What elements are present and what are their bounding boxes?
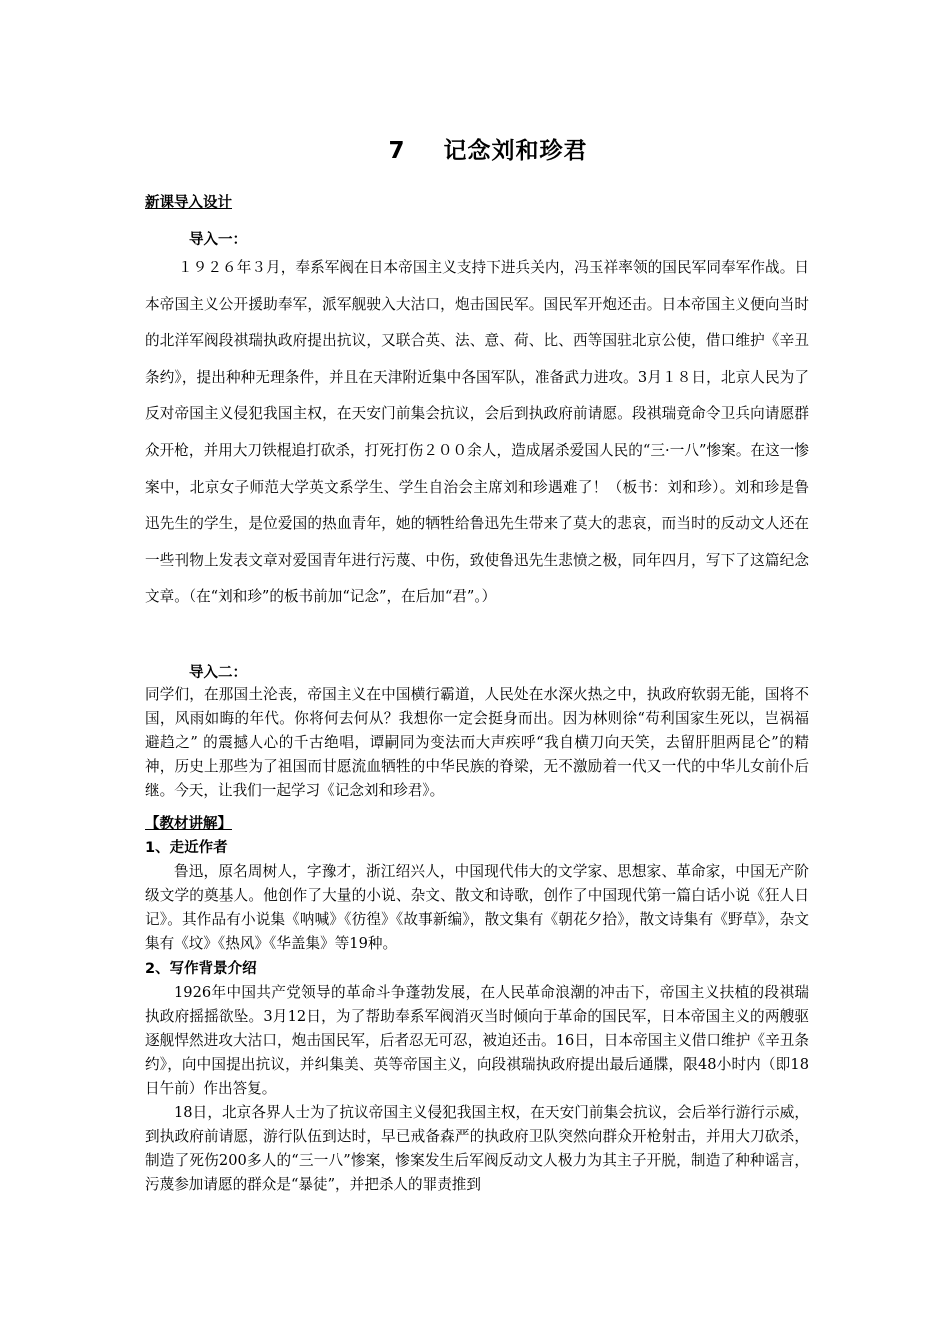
background-heading: 2、写作背景介绍	[145, 960, 257, 977]
intro2-paragraph: 同学们，在那国土沦丧，帝国主义在中国横行霸道，人民处在水深火热之中，执政府软弱无能，国将不国，风雨如晦的年代。你将何去何从？我想你一定会挺身而出。因为林则徐“苟利国家生死以，岂祸福避趋之” 的震撼人心的千古绝唱，谭嗣同为变法而大声疾呼“我自横刀向天笑，去留肝胆两昆仑”的精神，历史上那些为了祖国而甘愿流血牺牲的中华民族的脊梁，无不激励着一代又一代的中华儿女前仆后继。今天，让我们一起学习《记念刘和珍君》。	[145, 686, 809, 800]
intro1-paragraph: １９２６年３月，奉系军阀在日本帝国主义支持下进兵关内，冯玉祥率领的国民军同奉军作战。日本帝国主义公开援助奉军，派军舰驶入大沽口，炮击国民军。国民军开炮还击。日本帝国主义便向当时的北洋军阀段祺瑞执政府提出抗议，又联合英、法、意、荷、比、西等国驻北京公使，借口维护《辛丑条约》，提出种种无理条件，并且在天津附近集中各国军队，准备武力进攻。3月１８日，北京人民为了反对帝国主义侵犯我国主权，在天安门前集会抗议，会后到执政府前请愿。段祺瑞竟命令卫兵向请愿群众开枪，并用大刀铁棍追打砍杀，打死打伤２００余人，造成屠杀爱国人民的“三·一八”惨案。在这一惨案中，北京女子师范大学英文系学生、学生自治会主席刘和珍遇难了！（板书：刘和珍）。刘和珍是鲁迅先生的学生，是位爱国的热血青年，她的牺牲给鲁迅先生带来了莫大的悲哀，而当时的反动文人还在一些刊物上发表文章对爱国青年进行污蔑、中伤，致使鲁迅先生悲愤之极，同年四月，写下了这篇纪念文章。（在“刘和珍”的板书前加“记念”，在后加“君”。）	[145, 259, 809, 606]
page-title	[0, 132, 950, 165]
author-heading: 1、走近作者	[145, 840, 228, 857]
textbook-section	[145, 812, 809, 1198]
intro2-block	[145, 683, 809, 803]
intro1-label: 导入一：	[189, 232, 247, 248]
author-paragraph: 鲁迅，原名周树人，字豫才，浙江绍兴人，中国现代伟大的文学家、思想家、革命家，中国无产阶级文学的奠基人。他创作了大量的小说、杂文、散文和诗歌，创作了中国现代第一篇白话小说《狂人日记》。其作品有小说集《呐喊》《彷徨》《故事新编》，散文集有《朝花夕拾》，散文诗集有《野草》，杂文集有《坟》《热风》《华盖集》等19种。	[145, 863, 809, 953]
background-paragraph-1: 1926年中国共产党领导的革命斗争蓬勃发展，在人民革命浪潮的冲击下，帝国主义扶植的段祺瑞执政府摇摇欲坠。3月12日，为了帮助奉系军阀消灭当时倾向于革命的国民军，日本帝国主义的两艘驱逐舰悍然进攻大沽口，炮击国民军，后者忍无可忍，被迫还击。16日，日本帝国主义借口维护《辛丑条约》，向中国提出抗议，并纠集美、英等帝国主义，向段祺瑞执政府提出最后通牒，限48小时内（即18日午前）作出答复。	[145, 983, 809, 1098]
background-paragraph-2: 18日，北京各界人士为了抗议帝国主义侵犯我国主权，在天安门前集会抗议，会后举行游行示威，到执政府前请愿，游行队伍到达时，早已戒备森严的执政府卫队突然向群众开枪射击，并用大刀砍杀，制造了死伤200多人的“三一八”惨案，惨案发生后军阀反动文人极力为其主子开脱，制造了种种谣言，污蔑参加请愿的群众是“暴徒”，并把杀人的罪责推到	[145, 1104, 809, 1194]
intro1-block	[145, 250, 809, 616]
new-lesson-heading: 新课导入设计	[145, 195, 232, 211]
textbook-heading: 【教材讲解】	[145, 816, 232, 832]
intro2-label: 导入二：	[189, 665, 247, 681]
lesson-title: 记念刘和珍君	[443, 138, 588, 164]
lesson-number: 7	[388, 138, 406, 164]
